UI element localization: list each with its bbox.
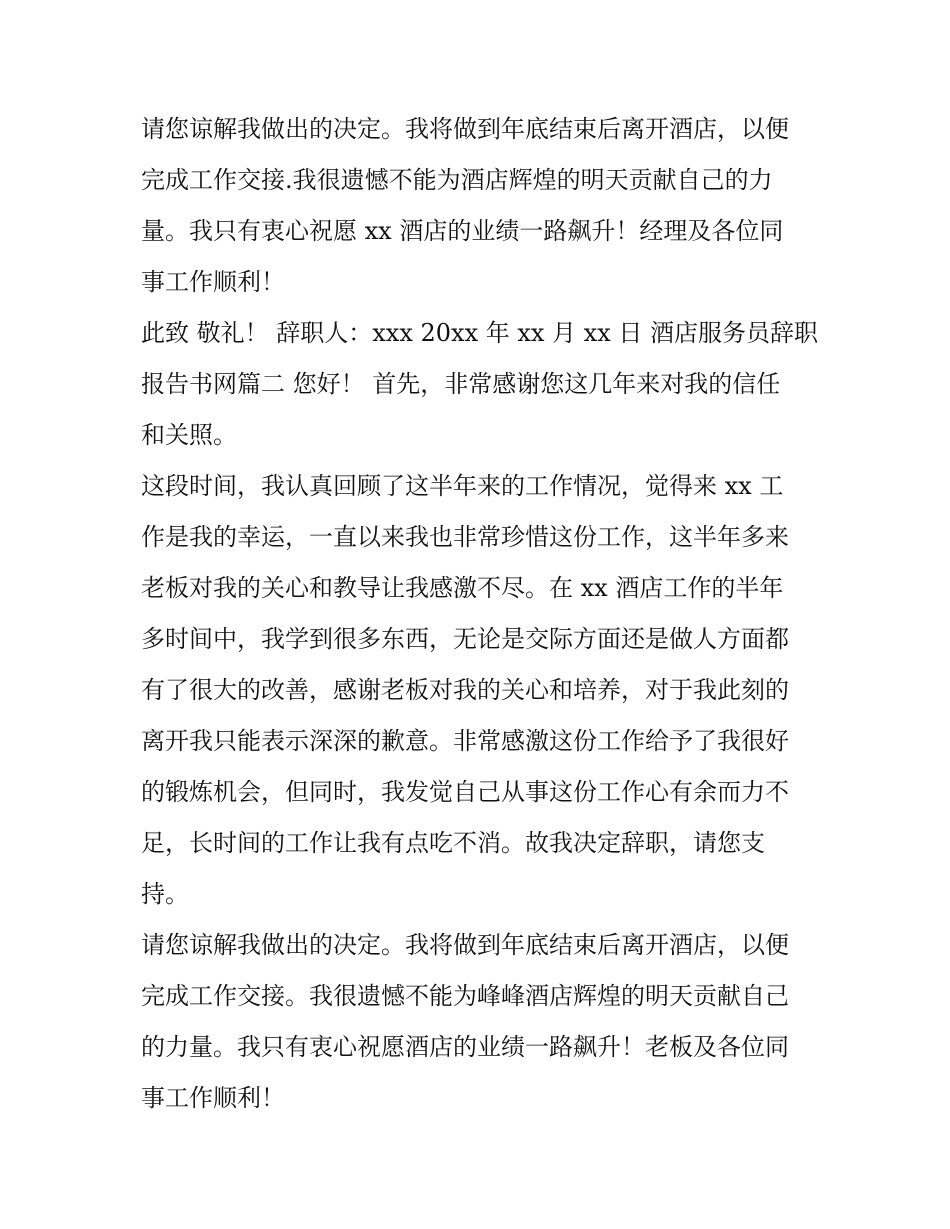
- text-line: 这段时间，我认真回顾了这半年来的工作情况，觉得来 xx 工: [141, 472, 784, 500]
- text-line: 报告书网篇二 您好！ 首先，非常感谢您这几年来对我的信任: [141, 370, 781, 398]
- text-line: 事工作顺利！: [141, 1084, 285, 1112]
- text-line: 事工作顺利！: [141, 268, 285, 296]
- text-line: 持。: [141, 880, 189, 908]
- text-line: 多时间中，我学到很多东西，无论是交际方面还是做人方面都: [141, 625, 789, 653]
- text-line: 和关照。: [141, 421, 237, 449]
- text-line: 量。我只有衷心祝愿 xx 酒店的业绩一路飙升！经理及各位同: [141, 217, 784, 245]
- text-line: 此致 敬礼！ 辞职人：xxx 20xx 年 xx 月 xx 日 酒店服务员辞职: [141, 319, 819, 347]
- text-line: 足，长时间的工作让我有点吃不消。故我决定辞职，请您支: [141, 829, 765, 857]
- text-line: 的锻炼机会，但同时，我发觉自己从事这份工作心有余而力不: [141, 778, 789, 806]
- resignation-letter-text: [141, 104, 819, 1124]
- text-line: 完成工作交接。我很遗憾不能为峰峰酒店辉煌的明天贡献自己: [141, 982, 789, 1010]
- text-line: 离开我只能表示深深的歉意。非常感激这份工作给予了我很好: [141, 727, 789, 755]
- text-line: 老板对我的关心和教导让我感激不尽。在 xx 酒店工作的半年: [141, 574, 784, 602]
- text-line: 请您谅解我做出的决定。我将做到年底结束后离开酒店，以便: [141, 115, 789, 143]
- text-line: 完成工作交接.我很遗憾不能为酒店辉煌的明天贡献自己的力: [141, 166, 773, 194]
- text-line: 有了很大的改善，感谢老板对我的关心和培养，对于我此刻的: [141, 676, 789, 704]
- text-line: 作是我的幸运，一直以来我也非常珍惜这份工作，这半年多来: [141, 523, 789, 551]
- text-line: 的力量。我只有衷心祝愿酒店的业绩一路飙升！老板及各位同: [141, 1033, 789, 1061]
- text-line: 请您谅解我做出的决定。我将做到年底结束后离开酒店，以便: [141, 931, 789, 959]
